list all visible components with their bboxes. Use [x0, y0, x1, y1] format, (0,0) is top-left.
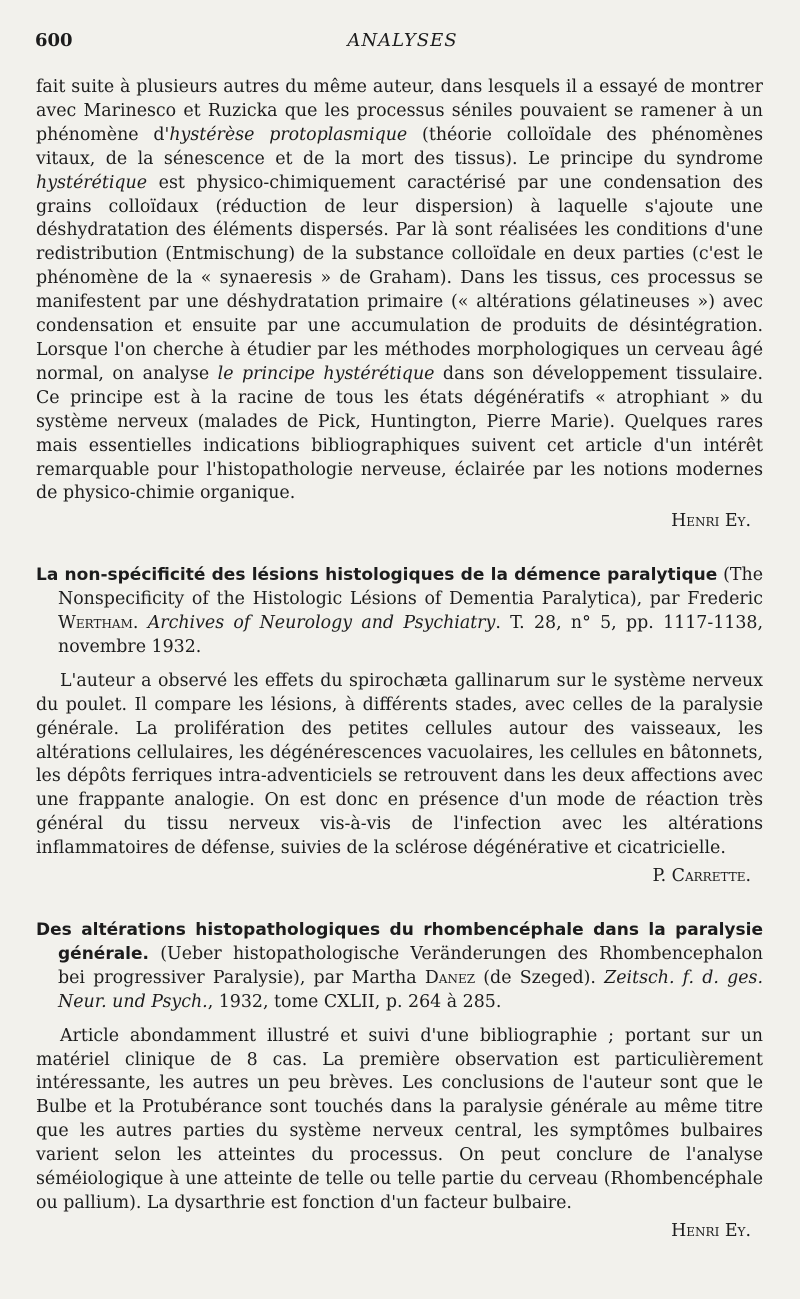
page-text [36, 76, 763, 1244]
emphasis: le principe hystérétique [217, 363, 435, 384]
review-signature: P. Carrette. [652, 866, 751, 887]
text-run: est physico-chimiquement caractérisé par une condensation des grains colloïdaux (réduction de leur dispersion) à laquelle s'ajoute une déshydratation des éléments dispersés. Par là sont réalisées les conditions d'une redistribution (Entmischung) de la substance colloïdale en deux parties (c'est le phénomène de la « synaeresis » de Graham). Dans les tissus, ces processus se manifestent par une déshydratation primaire (« altérations gélatineuses ») avec condensation et ensuite par une accumulation de produits de désintégration. Lorsque l'on cherche à étudier par les méthodes morphologiques un cerveau âgé normal, on analyse [36, 172, 763, 384]
text-run: dans son développement tissulaire. Ce principe est à la racine de tous les états dégénératifs « atrophiant » du système nerveux (malades de Pick, Huntington, Pierre Marie). Quelques rares mais essentielles indications bibliographiques suivent cet article d'un intérêt remarquable pour l'histopathologie nerveuse, éclairée par les notions modernes de physico-chimie organique. [36, 363, 763, 504]
review-signature: Henri Ey. [671, 1220, 751, 1241]
author-name: Wertham [58, 613, 133, 634]
review-continuation-paragraph [36, 76, 763, 506]
page-header [35, 30, 770, 56]
reference-text: (The Nonspecificity of the Histologic Lésions of Dementia Paralytica), par Frederic [58, 565, 763, 610]
review-paragraph: Article abondamment illustré et suivi d'une bibliographie ; portant sur un matériel clinique de 8 cas. La première observation est particulièrement intéressante, les autres un peu brèves. Les conclusions de l'auteur sont que le Bulbe et la Protubérance sont touchés dans la paralysie générale au même titre que les autres parties du système nerveux central, les symptômes bulbaires varient selon les atteintes du processus. On peut conclure de l'analyse séméiologique à une atteinte de telle ou telle partie du cerveau (Rhombencéphale ou pallium). La dysarthrie est fonction d'un facteur bulbaire. [36, 1025, 763, 1213]
article-title-block [36, 919, 763, 1015]
journal-name: Archives of Neurology and Psychiatry [147, 613, 496, 634]
review-signature: Henri Ey. [671, 511, 751, 532]
text-run: fait suite à plusieurs autres du même auteur, dans lesquels il a essayé de montrer avec Marinesco et Ruzicka que les processus séniles pouvaient se ramener à un phénomène d' [36, 77, 763, 145]
text-run: (théorie colloïdale des phénomènes vitaux, de la sénescence et de la mort des tissus). Le principe du syndrome [36, 124, 763, 169]
article-title: La non-spécificité des lésions histologiques de la démence paralytique [36, 565, 718, 586]
journal-name: Zeitsch. f. d. ges. Neur. und Psych. [58, 967, 763, 1012]
article-title: Des altérations histopathologiques du rhombencéphale dans la paralysie générale. [36, 920, 763, 964]
article-title-block [36, 564, 763, 660]
review-paragraph: L'auteur a observé les effets du spirochæta gallinarum sur le système nerveux du poulet. Il compare les lésions, à différents stades, avec celles de la paralysie générale. La prolifération des petites cellules autour des vaisseaux, les altérations cellulaires, les dégénérescences vacuolaires, les cellules en bâtonnets, les dépôts ferriques intra-adventiciels se retrouvent dans les deux affections avec une frappante analogie. On est donc en présence d'un mode de réaction très général du tissu nerveux vis-à-vis de l'infection avec les altérations inflammatoires de défense, suivies de la sclérose dégénérative et cicatricielle. [36, 670, 763, 859]
emphasis: hystérétique [36, 172, 148, 193]
author-name: Danez [424, 967, 476, 988]
emphasis: hystérèse protoplasmique [169, 124, 408, 145]
reference-text: . [132, 613, 148, 634]
reference-text: (Ueber histopathologische Veränderungen des Rhombencephalon bei progressiver Paralysie), par Martha [58, 943, 763, 988]
reference-text: . T. 28, n° 5, pp. 1117-1138, novembre 1932. [58, 613, 763, 657]
running-title: ANALYSES [347, 30, 458, 51]
reference-text: (de Szeged). [475, 967, 605, 988]
reference-text: , 1932, tome CXLII, p. 264 à 285. [207, 991, 502, 1012]
page-number: 600 [35, 30, 73, 51]
